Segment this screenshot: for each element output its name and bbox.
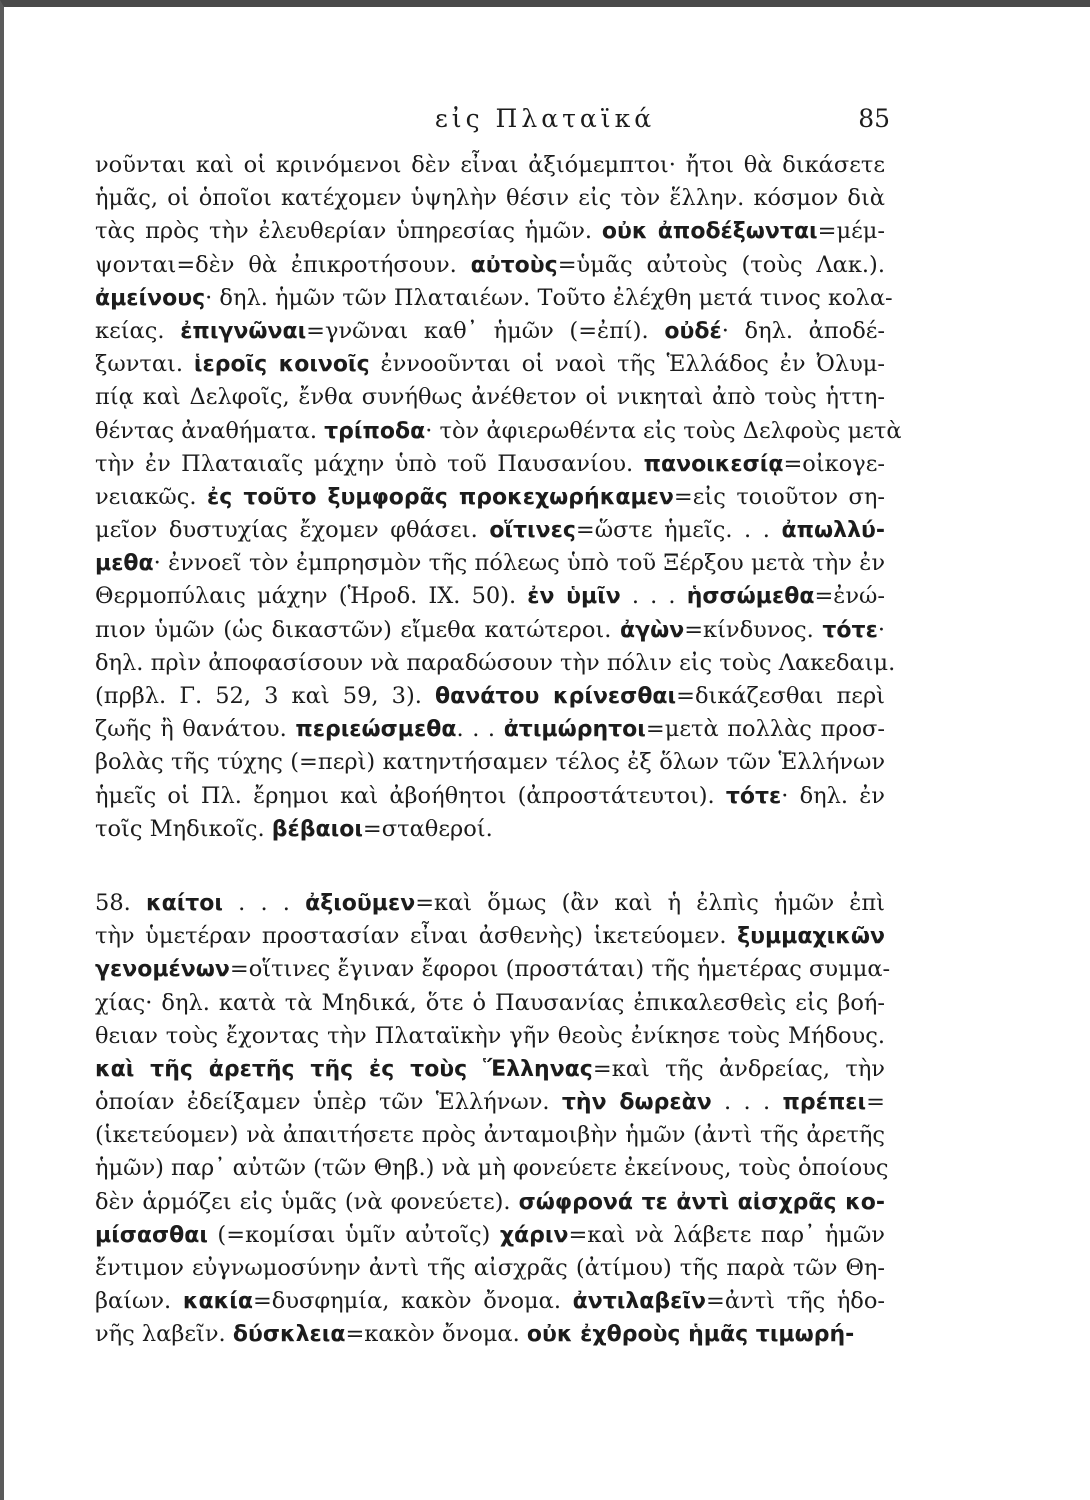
paragraph-commentary-58 [95, 887, 891, 1352]
text-line: βαίων. κακία=δυσφημία, κακὸν ὄνομα. ἀντιλαβεῖν=ἀντὶ τῆς ἡδο- [95, 1288, 886, 1315]
text-line: βολὰς τῆς τύχης (=περὶ) κατηντήσαμεν τέλος ἐξ ὅλων τῶν Ἑλλήνων [95, 749, 885, 776]
text-line: καὶ τῆς ἀρετῆς τῆς ἐς τοὺς Ἕλληνας=καὶ τῆς ἀνδρείας, τὴν [95, 1055, 885, 1082]
page-body [95, 149, 902, 1352]
text-line: τὴν ἐν Πλαταιαῖς μάχην ὑπὸ τοῦ Παυσανίου. πανοικεσίᾳ=οἰκογε- [95, 450, 885, 477]
page-number: 85 [858, 104, 890, 133]
text-line: ξωνται. ἱεροῖς κοινοῖς ἐννοοῦνται οἱ ναοὶ τῆς Ἑλλάδος ἐν Ὀλυμ- [95, 351, 886, 378]
text-line: ἡμᾶς, οἱ ὁποῖοι κατέχομεν ὑψηλὴν θέσιν εἰς τὸν ἕλλην. κόσμον διὰ [95, 185, 885, 212]
text-line: πιον ὑμῶν (ὡς δικαστῶν) εἴμεθα κατώτεροι. ἀγὼν=κίνδυνος. τότε· [95, 616, 885, 643]
text-line: τὰς πρὸς τὴν ἐλευθερίαν ὑπηρεσίας ἡμῶν. οὐκ ἀποδέξωνται=μέμ- [95, 218, 885, 245]
text-line: (πρβλ. Γ. 52, 3 καὶ 59, 3). θανάτου κρίνεσθαι=δικάζεσθαι περὶ [95, 683, 885, 709]
text-line: θέντας ἀναθήματα. τρίποδα· τὸν ἀφιερωθέντα εἰς τοὺς Δελφοὺς μετὰ [95, 417, 902, 444]
text-line: θειαν τοὺς ἔχοντας τὴν Πλαταϊκὴν γῆν θεοὺς ἐνίκησε τοὺς Μήδους. [95, 1022, 885, 1049]
text-line: ἔντιμον εὐγνωμοσύνην ἀντὶ τῆς αἰσχρᾶς (ἀτίμου) τῆς παρὰ τῶν Θη- [95, 1255, 885, 1281]
text-line: πίᾳ καὶ Δελφοῖς, ἔνθα συνήθως ἀνέθετον οἱ νικηταὶ ἀπὸ τοὺς ἡττη- [95, 384, 885, 411]
text-line: (ἱκετεύομεν) νὰ ἀπαιτήσετε πρὸς ἀνταμοιβὴν ἡμῶν (ἀντὶ τῆς ἀρετῆς [95, 1122, 885, 1149]
running-title: εἰς Πλαταϊκά [434, 104, 656, 133]
paragraph-commentary-57 [95, 149, 902, 846]
text-line: δηλ. πρὶν ἀποφασίσουν νὰ παραδώσουν τὴν πόλιν εἰς τοὺς Λακεδαιμ. [95, 649, 896, 676]
running-head [0, 104, 1090, 140]
text-line: ψονται=δὲν θὰ ἐπικροτήσουν. αὐτοὺς=ὑμᾶς αὐτοὺς (τοὺς Λακ.). [95, 251, 885, 278]
text-line: Θερμοπύλαις μάχην (Ἡροδ. IX. 50). ἐν ὑμῖν . . . ἡσσώμεθα=ἐνώ- [95, 583, 885, 610]
text-line: μίσασθαι (=κομίσαι ὑμῖν αὐτοῖς) χάριν=καὶ νὰ λάβετε παρ᾽ ἡμῶν [95, 1221, 885, 1248]
text-line: ὁποίαν ἐδείξαμεν ὑπὲρ τῶν Ἑλλήνων. τὴν δωρεὰν . . . πρέπει= [95, 1089, 885, 1116]
text-line: χίας· δηλ. κατὰ τὰ Μηδικά, ὅτε ὁ Παυσανίας ἐπικαλεσθεὶς εἰς βοή- [95, 989, 885, 1016]
text-line: νειακῶς. ἐς τοῦτο ξυμφορᾶς προκεχωρήκαμεν=εἰς τοιοῦτον ση- [95, 483, 885, 510]
text-line: 58. καίτοι . . . ἀξιοῦμεν=καὶ ὅμως (ἂν καὶ ἡ ἐλπὶς ἡμῶν ἐπὶ [95, 889, 885, 916]
text-line: ζωῆς ἢ θανάτου. περιεώσμεθα. . . ἀτιμώρητοι=μετὰ πολλὰς προσ- [95, 716, 885, 743]
paragraph-gap [95, 846, 885, 887]
text-line: νοῦνται καὶ οἱ κρινόμενοι δὲν εἶναι ἀξιόμεμπτοι· ἤτοι θὰ δικάσετε [95, 152, 885, 178]
text-line: κείας. ἐπιγνῶναι=γνῶναι καθ᾽ ἡμῶν (=ἐπί). οὐδέ· δηλ. ἀποδέ- [95, 317, 885, 344]
text-line: μεθα· ἐννοεῖ τὸν ἐμπρησμὸν τῆς πόλεως ὑπὸ τοῦ Ξέρξου μετὰ τὴν ἐν [95, 550, 885, 577]
text-line: τοῖς Μηδικοῖς. βέβαιοι=σταθεροί. [95, 815, 493, 842]
text-line: νῆς λαβεῖν. δύσκλεια=κακὸν ὄνομα. οὐκ ἐχθροὺς ἡμᾶς τιμωρή- [95, 1321, 855, 1348]
text-line: ἡμῶν) παρ᾽ αὐτῶν (τῶν Θηβ.) νὰ μὴ φονεύετε ἐκείνους, τοὺς ὁποίους [95, 1155, 889, 1182]
text-line: δὲν ἁρμόζει εἰς ὑμᾶς (νὰ φονεύετε). σώφρονά τε ἀντὶ αἰσχρᾶς κο- [95, 1188, 885, 1215]
text-line: γενομένων=οἵτινες ἔγιναν ἔφοροι (προστάται) τῆς ἡμετέρας συμμα- [95, 956, 891, 983]
text-line: μεῖον δυστυχίας ἔχομεν φθάσει. οἵτινες=ὥστε ἡμεῖς. . . ἀπωλλύ- [95, 517, 885, 544]
text-line: ἡμεῖς οἱ Πλ. ἔρημοι καὶ ἀβοήθητοι (ἀπροστάτευτοι). τότε· δηλ. ἐν [95, 782, 885, 809]
text-line: ἀμείνους· δηλ. ἡμῶν τῶν Πλαταιέων. Τοῦτο ἐλέχθη μετά τινος κολα- [95, 284, 893, 311]
text-line: τὴν ὑμετέραν προστασίαν εἶναι ἀσθενὴς) ἱκετεύομεν. ξυμμαχικῶν [95, 923, 885, 950]
